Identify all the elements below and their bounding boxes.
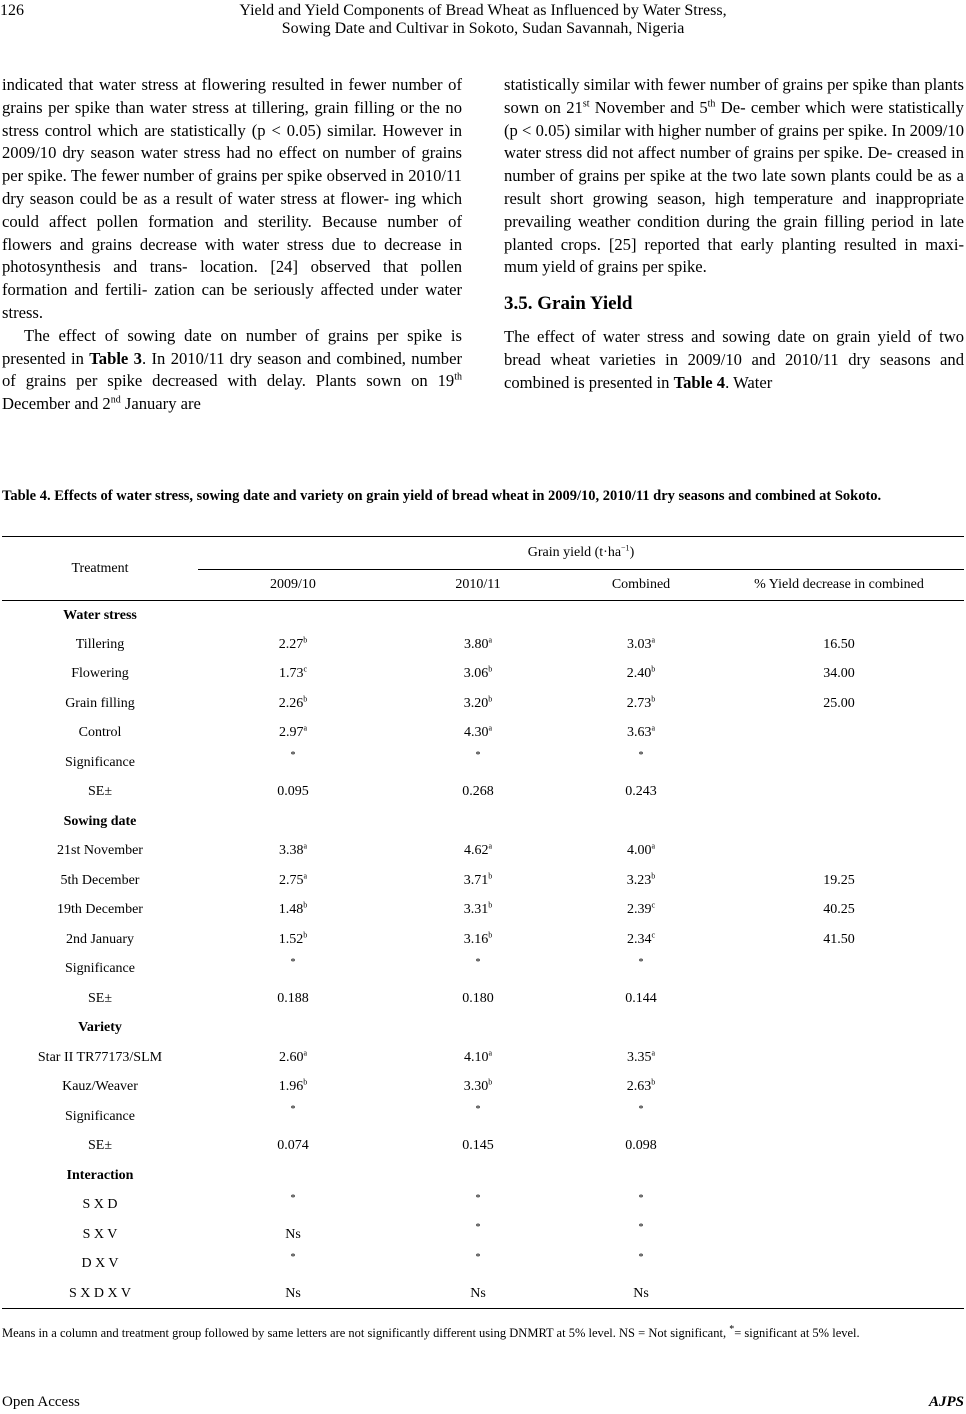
table-cell: Ns — [285, 1226, 301, 1242]
table-cell: 3.20$^b$ — [463, 694, 493, 711]
table-cell — [388, 601, 568, 631]
header-grain-yield: Grain yield $(t\cdot ha^{-1})$ — [198, 537, 964, 570]
table-cell: * — [290, 750, 296, 761]
table-cell: * — [638, 956, 644, 968]
table-cell: 16.50 — [823, 636, 855, 652]
table-cell: 0.074 — [277, 1138, 309, 1154]
header-2009: 2009/10 — [198, 570, 388, 601]
table-cell: 0.095 — [277, 784, 309, 800]
table-cell — [714, 748, 964, 778]
table-cell: 3.63$^a$ — [626, 723, 656, 741]
footer-journal: AJPS — [928, 1394, 964, 1410]
table-cell — [714, 837, 964, 867]
treatment-label: Tillering — [75, 636, 125, 652]
interaction-label: S X D X V — [2, 1279, 198, 1309]
table-cell: 4.10$^a$ — [463, 1048, 493, 1065]
table-row — [2, 660, 964, 690]
table-cell: * — [638, 1104, 644, 1115]
table-cell — [568, 1161, 714, 1191]
table-cell — [388, 1161, 568, 1191]
treatment-label: 21st November — [57, 843, 143, 859]
table-row — [2, 866, 964, 896]
table-cell: * — [475, 1251, 481, 1263]
interaction-row — [2, 1279, 964, 1309]
table-cell — [568, 807, 714, 837]
table-group-row — [2, 807, 964, 837]
table-cell: 4.00$^a$ — [626, 841, 656, 859]
table-cell: 0.145 — [462, 1138, 494, 1154]
table-row — [2, 719, 964, 749]
table-cell: 0.268 — [462, 784, 494, 800]
table-cell — [714, 807, 964, 837]
table-reference[interactable]: Table 3 — [89, 348, 142, 368]
table-row — [2, 630, 964, 660]
table-group-row — [2, 1014, 964, 1044]
table-cell: * — [475, 750, 481, 761]
significance-label: Significance — [65, 961, 135, 977]
table-cell — [714, 778, 964, 808]
significance-label: Significance — [65, 1108, 135, 1124]
table-cell: * — [290, 1251, 296, 1263]
treatment-label: Flowering — [71, 666, 129, 682]
table-cell — [198, 1014, 388, 1044]
paragraph: indicated that water stress at flowering resulted in fewer number of grains per spike than water stress at tillering, grain filling or the no stress control which are statistically (p < 0.05) similar. However in 2009/10 dry season water stress had no effect on number of grains per spike. The fewer number of grains per spike observed in 2010/11 dry season could be as a result of water stress at flower- ing which could affect pollen formation and sterility. Because number of flowers and grains decrease with water stress due to decrease in photosynthesis and trans- location. [24] observed that pollen formation and fertili- zation can be seriously affected under water stress. — [2, 75, 462, 322]
page-number: 126 — [0, 2, 24, 19]
table-cell: 1.52$^b$ — [278, 930, 308, 947]
table-cell: 1.96$^b$ — [278, 1077, 308, 1095]
table-cell — [198, 1161, 388, 1191]
table-cell: 3.80$^a$ — [463, 635, 493, 652]
treatment-label: Star II TR77173/SLM — [37, 1049, 163, 1065]
table-row — [2, 896, 964, 926]
treatment-label: 2nd January — [65, 931, 135, 947]
table-cell — [714, 1043, 964, 1073]
paragraph: statistically similar with fewer number of grains per spike than plants sown on 21st November and 5th De- cember which were statistically (p < 0.05) similar with higher number of grains per spike. In 2009/10 water stress did not affect number of grains per spike. De- creased in number of grains per spike at the two late sown plants could be as a result short growing season, high temperature and inappropriate prevailing weather condition during the grain filling period in late planted crops. [25] reported that early planting resulted in maxi- mum yield of grains per spike. — [504, 75, 964, 277]
table-cell: 4.30$^a$ — [463, 723, 493, 741]
significance-row — [2, 955, 964, 985]
right-column — [504, 74, 964, 394]
table-row — [2, 1073, 964, 1103]
table-row — [2, 1043, 964, 1073]
table-cell — [388, 807, 568, 837]
table-cell: Ns — [568, 1279, 714, 1309]
header-decrease: % Yield decrease in combined — [714, 570, 964, 601]
running-title-line2: Sowing Date and Cultivar in Sokoto, Sudan Savannah, Nigeria — [281, 20, 685, 37]
header-2010: 2010/11 — [388, 570, 568, 601]
table-cell: 2.26$^b$ — [278, 694, 308, 711]
table-cell — [714, 1191, 964, 1221]
table-cell: 2.60$^a$ — [278, 1048, 308, 1065]
table-cell: 19.25 — [823, 872, 855, 888]
table-cell — [714, 955, 964, 985]
interaction-row — [2, 1191, 964, 1221]
running-title — [200, 2, 766, 38]
table-cell: * — [475, 1104, 481, 1115]
table-row — [2, 837, 964, 867]
section-heading: 3.5. Grain Yield — [504, 293, 633, 315]
running-title-line1: Yield and Yield Components of Bread Wheat as Influenced by Water Stress, — [239, 2, 727, 19]
table-note: Means in a column and treatment group followed by same letters are not significantly different using DNMRT at 5% level. NS = Not significant, *= significant at 5% level. — [2, 1323, 860, 1340]
table-cell: 0.098 — [625, 1138, 657, 1154]
header-combined: Combined — [568, 570, 714, 601]
table-cell: 2.63$^b$ — [626, 1077, 656, 1095]
table-cell — [198, 807, 388, 837]
table-cell: 1.73$^c$ — [278, 664, 308, 682]
table-cell: 3.30$^b$ — [463, 1077, 493, 1095]
table-cell — [714, 1102, 964, 1132]
grain-yield-table — [2, 536, 964, 1309]
table-cell: 2.34$^c$ — [626, 930, 656, 947]
table-cell: 2.27$^b$ — [278, 635, 308, 652]
table-cell — [714, 1161, 964, 1191]
table-cell: 2.40$^b$ — [626, 664, 656, 682]
footer-open-access: Open Access — [2, 1394, 80, 1410]
significance-label: Significance — [65, 754, 135, 770]
table-group-row — [2, 1161, 964, 1191]
group-name: Sowing date — [63, 813, 137, 829]
table-cell: Ns — [388, 1279, 568, 1309]
table-cell: 3.16$^b$ — [463, 930, 493, 947]
table-cell — [714, 1073, 964, 1103]
table-cell: 3.35$^a$ — [626, 1048, 656, 1065]
significance-row — [2, 1102, 964, 1132]
table-cell: 2.73$^b$ — [626, 694, 656, 711]
table-cell: 3.38$^a$ — [278, 841, 308, 859]
table-cell: 3.31$^b$ — [463, 900, 493, 918]
table-cell — [714, 601, 964, 631]
table-cell: * — [475, 1222, 481, 1233]
table-cell — [714, 1250, 964, 1280]
group-name: Variety — [78, 1020, 122, 1036]
table-cell: 0.144 — [625, 990, 657, 1006]
treatment-label: Kauz/Weaver — [62, 1079, 138, 1095]
se-row — [2, 984, 964, 1014]
table-cell: * — [638, 1251, 644, 1263]
header-treatment: Treatment — [2, 537, 198, 601]
se-row — [2, 778, 964, 808]
treatment-label: 5th December — [60, 872, 140, 888]
table-cell: * — [638, 1192, 644, 1204]
table-cell: 0.180 — [462, 990, 494, 1006]
table-body — [2, 601, 964, 1309]
table-cell: 0.243 — [625, 784, 657, 800]
table-cell: * — [290, 1104, 296, 1115]
table-cell — [568, 1014, 714, 1044]
table-cell: * — [638, 1222, 644, 1233]
group-name: Water stress — [63, 607, 137, 623]
interaction-row — [2, 1220, 964, 1250]
table-cell — [568, 601, 714, 631]
table-cell: * — [475, 956, 481, 968]
table-row — [2, 925, 964, 955]
table-cell: * — [638, 750, 644, 761]
interaction-label: S X D — [82, 1197, 118, 1213]
table-cell: 4.62$^a$ — [463, 841, 493, 859]
table-reference[interactable]: Table 4 — [673, 372, 726, 392]
table-cell: 3.06$^b$ — [463, 664, 493, 682]
table-cell: 41.50 — [823, 931, 855, 947]
table-caption: Table 4. Effects of water stress, sowing date and variety on grain yield of bread wheat in 2009/10, 2010/11 dry seasons and combined at Sokoto. — [2, 488, 882, 504]
table-cell: 3.23$^b$ — [626, 871, 656, 888]
table-cell — [714, 1279, 964, 1309]
table-cell — [198, 601, 388, 631]
interaction-label: S X V — [82, 1226, 118, 1242]
se-row — [2, 1132, 964, 1162]
treatment-label: Control — [78, 725, 122, 741]
interaction-row — [2, 1250, 964, 1280]
significance-row — [2, 748, 964, 778]
table-cell: Ns — [198, 1279, 388, 1309]
table-cell: * — [475, 1192, 481, 1204]
table-cell: 3.03$^a$ — [626, 635, 656, 652]
table-row — [2, 689, 964, 719]
se-label: SE± — [87, 784, 113, 800]
paragraph: The effect of water stress and sowing date on grain yield of two bread wheat varieties in 2009/10 and 2010/11 dry seasons and combined is presented in Table 4. Water — [504, 326, 964, 392]
interaction-label: D X V — [81, 1256, 119, 1272]
table-cell — [714, 719, 964, 749]
se-label: SE± — [87, 990, 113, 1006]
se-label: SE± — [87, 1138, 113, 1154]
treatment-label: 19th December — [57, 902, 143, 918]
group-name: Interaction — [66, 1167, 134, 1183]
table-cell: 40.25 — [823, 902, 855, 918]
table-cell: 0.188 — [277, 990, 309, 1006]
table-cell — [714, 1220, 964, 1250]
table-cell — [714, 1014, 964, 1044]
left-column — [2, 74, 462, 416]
table-cell: * — [290, 956, 296, 968]
table-cell: 3.71$^b$ — [463, 871, 493, 888]
table-cell — [714, 1132, 964, 1162]
paragraph: The effect of sowing date on number of grains per spike is presented in Table 3. In 2010/11 dry season and combined, number of grains per spike decreased with delay. Plants sown on 19th December and 2nd January are — [2, 325, 462, 414]
table-cell: * — [290, 1192, 296, 1204]
table-cell — [714, 984, 964, 1014]
table-cell: 34.00 — [823, 666, 855, 682]
table-cell: 2.97$^a$ — [278, 723, 308, 741]
table-cell: 2.39$^c$ — [626, 900, 656, 918]
table-cell: 25.00 — [823, 695, 855, 711]
table-cell: 2.75$^a$ — [278, 871, 308, 888]
table-group-row — [2, 601, 964, 631]
table-cell — [388, 1014, 568, 1044]
treatment-label: Grain filling — [65, 695, 135, 711]
table-cell: 1.48$^b$ — [278, 900, 308, 918]
